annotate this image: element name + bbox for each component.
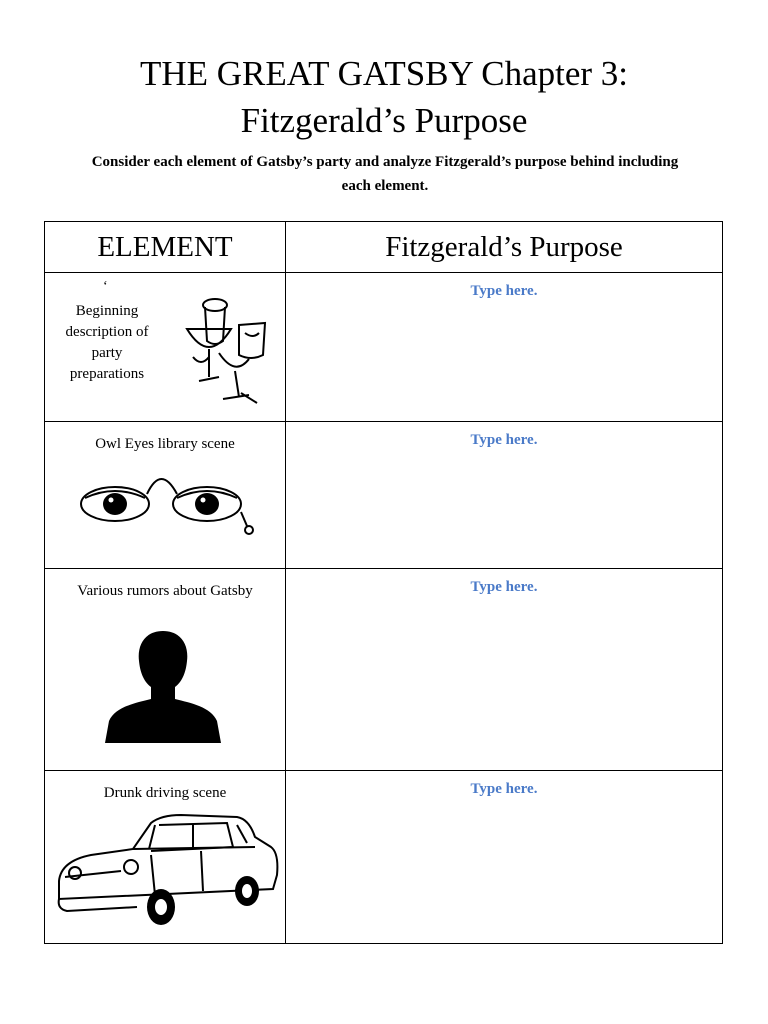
header-purpose: Fitzgerald’s Purpose [286,222,723,273]
vintage-car-icon [51,803,281,939]
purpose-input[interactable]: Type here. [470,781,538,797]
header-element: ELEMENT [45,222,286,273]
element-label: Drunk driving scene [103,785,227,801]
title-line-1: THE GREAT GATSBY Chapter 3: [139,54,629,93]
table-row [45,569,723,771]
element-label: Beginning description of party preparations [65,303,149,382]
cocktail-glasses-icon [179,293,275,413]
table-row [45,422,723,569]
stray-mark: ‘ [103,279,108,294]
purpose-cell[interactable] [286,422,723,569]
instructions-line-2: each element. [341,178,429,194]
purpose-cell[interactable] [286,771,723,944]
instructions [55,150,715,198]
instructions-line-1: Consider each element of Gatsby’s party and analyze Fitzgerald’s purpose behind including [91,154,679,170]
man-silhouette-icon [105,629,221,745]
table-row [45,771,723,944]
purpose-input[interactable]: Type here. [470,283,538,299]
element-cell [45,771,286,944]
element-cell [45,422,286,569]
purpose-cell[interactable] [286,569,723,771]
title-line-2: Fitzgerald’s Purpose [240,101,528,140]
purpose-input[interactable]: Type here. [470,579,538,595]
page-title [0,50,768,144]
purpose-input[interactable]: Type here. [470,432,538,448]
header-row [45,222,723,273]
element-label: Owl Eyes library scene [95,436,235,452]
spectacles-eyes-icon [77,464,257,540]
table-row [45,273,723,422]
purpose-cell[interactable] [286,273,723,422]
worksheet-table [44,221,723,944]
element-label: Various rumors about Gatsby [77,583,253,599]
element-cell [45,273,286,422]
element-cell [45,569,286,771]
